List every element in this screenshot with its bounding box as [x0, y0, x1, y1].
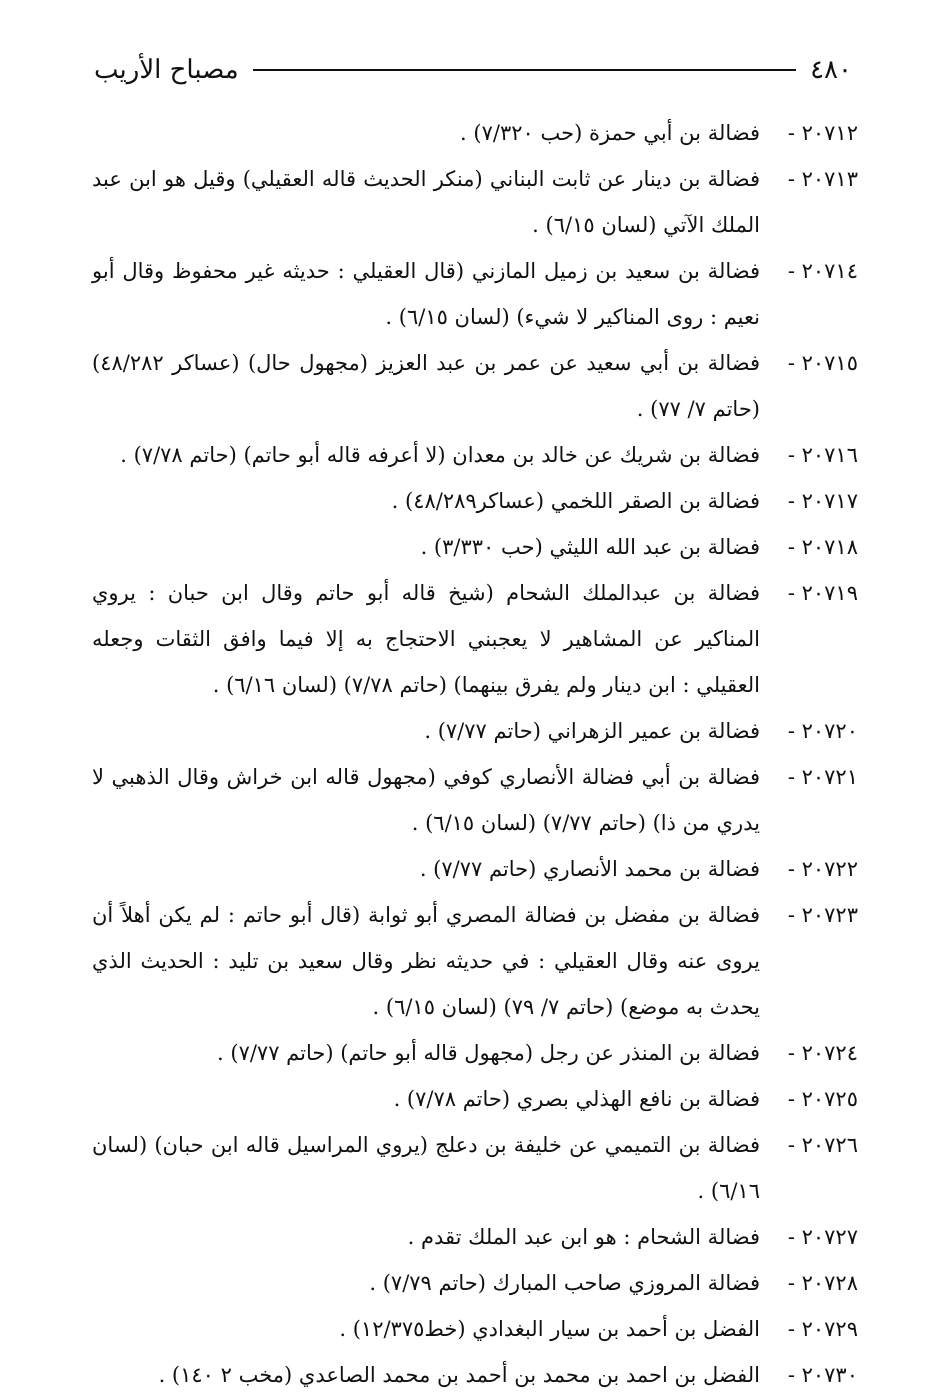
entry-20714 — [92, 248, 858, 340]
entry-20728 — [92, 1260, 858, 1306]
entry-number: ٢٠٧١٥ - — [787, 351, 858, 375]
entry-number: ٢٠٧٢٣ - — [787, 903, 858, 927]
entry-number: ٢٠٧٢٧ - — [787, 1225, 858, 1249]
entry-number: ٢٠٧٢٥ - — [787, 1087, 858, 1111]
entry-text: فضالة بن محمد الأنصاري (حاتم ٧/٧٧) . — [419, 857, 760, 881]
entry-20720 — [92, 708, 858, 754]
entry-20715 — [92, 340, 858, 432]
entry-text: فضالة بن التميمي عن خليفة بن دعلج (يروي المراسيل قاله ابن حبان) (لسان ٦/١٦) . — [92, 1133, 760, 1203]
entry-text: الفضل بن احمد بن محمد بن أحمد بن محمد الصاعدي (مخب ٢ ١٤٠) . — [158, 1363, 760, 1387]
entry-text: فضالة بن دينار عن ثابت البناني (منكر الحديث قاله العقيلي) وقيل هو ابن عبد الملك الآتي (لسان ٦/١٥) . — [92, 167, 760, 237]
entry-number: ٢٠٧١٦ - — [787, 443, 858, 467]
entry-number: ٢٠٧٢٨ - — [787, 1271, 858, 1295]
entry-20713 — [92, 156, 858, 248]
book-title: مصباح الأريب — [94, 55, 239, 85]
entry-number: ٢٠٧٢٠ - — [787, 719, 858, 743]
entry-20718 — [92, 524, 858, 570]
entry-text: فضالة بن عبدالملك الشحام (شيخ قاله أبو حاتم وقال ابن حبان : يروي المناكير عن المشاهير لا يعجبني الاحتجاج به إلا فيما وافق الثقات وجعله العقيلي : ابن دينار ولم يفرق بينهما) (حاتم ٧/٧٨) (لسان ٦/١٦) . — [92, 581, 760, 697]
entry-20721 — [92, 754, 858, 846]
entry-text: فضالة بن المنذر عن رجل (مجهول قاله أبو حاتم) (حاتم ٧/٧٧) . — [217, 1041, 760, 1065]
entry-number: ٢٠٧١٤ - — [787, 259, 858, 283]
entry-number: ٢٠٧١٨ - — [787, 535, 858, 559]
entry-number: ٢٠٧٣٠ - — [787, 1363, 858, 1387]
page-number: ٤٨٠ — [810, 55, 852, 85]
entry-number: ٢٠٧٢٦ - — [787, 1133, 858, 1157]
entry-text: الفضل بن أحمد بن سيار البغدادي (خط١٢/٣٧٥) . — [339, 1317, 760, 1341]
entry-text: فضالة بن أبي سعيد عن عمر بن عبد العزيز (مجهول حال) (عساكر ٤٨/٢٨٢) (حاتم ٧/ ٧٧) . — [92, 351, 760, 421]
entry-20725 — [92, 1076, 858, 1122]
entry-number: ٢٠٧٢٩ - — [787, 1317, 858, 1341]
entry-20717 — [92, 478, 858, 524]
page-header — [94, 50, 852, 90]
entry-text: فضالة بن عبد الله الليثي (حب ٣/٣٣٠) . — [420, 535, 760, 559]
entry-20724 — [92, 1030, 858, 1076]
entry-text: فضالة الشحام : هو ابن عبد الملك تقدم . — [407, 1225, 760, 1249]
entry-text: فضالة بن أبي حمزة (حب ٧/٣٢٠) . — [460, 121, 760, 145]
entry-text: فضالة بن شريك عن خالد بن معدان (لا أعرفه قاله أبو حاتم) (حاتم ٧/٧٨) . — [120, 443, 760, 467]
entry-number: ٢٠٧١٢ - — [787, 121, 858, 145]
entry-text: فضالة بن أبي فضالة الأنصاري كوفي (مجهول قاله ابن خراش وقال الذهبي لا يدري من ذا) (حاتم ٧/٧٧) (لسان ٦/١٥) . — [92, 765, 760, 835]
entry-20722 — [92, 846, 858, 892]
entry-number: ٢٠٧١٩ - — [787, 581, 858, 605]
entry-text: فضالة بن سعيد بن زميل المازني (قال العقيلي : حديثه غير محفوظ وقال أبو نعيم : روى المناكير لا شيء) (لسان ٦/١٥) . — [92, 259, 760, 329]
entry-number: ٢٠٧٢١ - — [787, 765, 858, 789]
entry-20716 — [92, 432, 858, 478]
entry-text: فضالة بن نافع الهذلي بصري (حاتم ٧/٧٨) . — [393, 1087, 760, 1111]
entry-number: ٢٠٧٢٤ - — [787, 1041, 858, 1065]
entry-20729 — [92, 1306, 858, 1352]
entry-text: فضالة بن الصقر اللخمي (عساكر٤٨/٢٨٩) . — [391, 489, 760, 513]
entry-list — [92, 110, 858, 1398]
entry-text: فضالة بن عمير الزهراني (حاتم ٧/٧٧) . — [424, 719, 760, 743]
entry-20719 — [92, 570, 858, 708]
entry-20712 — [92, 110, 858, 156]
entry-number: ٢٠٧١٧ - — [787, 489, 858, 513]
entry-number: ٢٠٧٢٢ - — [787, 857, 858, 881]
entry-20730 — [92, 1352, 858, 1398]
entry-text: فضالة المروزي صاحب المبارك (حاتم ٧/٧٩) . — [369, 1271, 760, 1295]
entry-text: فضالة بن مفضل بن فضالة المصري أبو ثوابة (قال أبو حاتم : لم يكن أهلاً أن يروى عنه وقال العقيلي : في حديثه نظر وقال سعيد بن تليد : الحديث الذي يحدث به موضع) (حاتم ٧/ ٧٩) (لسان ٦/١٥) . — [92, 903, 760, 1019]
entry-20726 — [92, 1122, 858, 1214]
entry-number: ٢٠٧١٣ - — [787, 167, 858, 191]
entry-20727 — [92, 1214, 858, 1260]
header-rule — [253, 69, 796, 71]
entry-20723 — [92, 892, 858, 1030]
